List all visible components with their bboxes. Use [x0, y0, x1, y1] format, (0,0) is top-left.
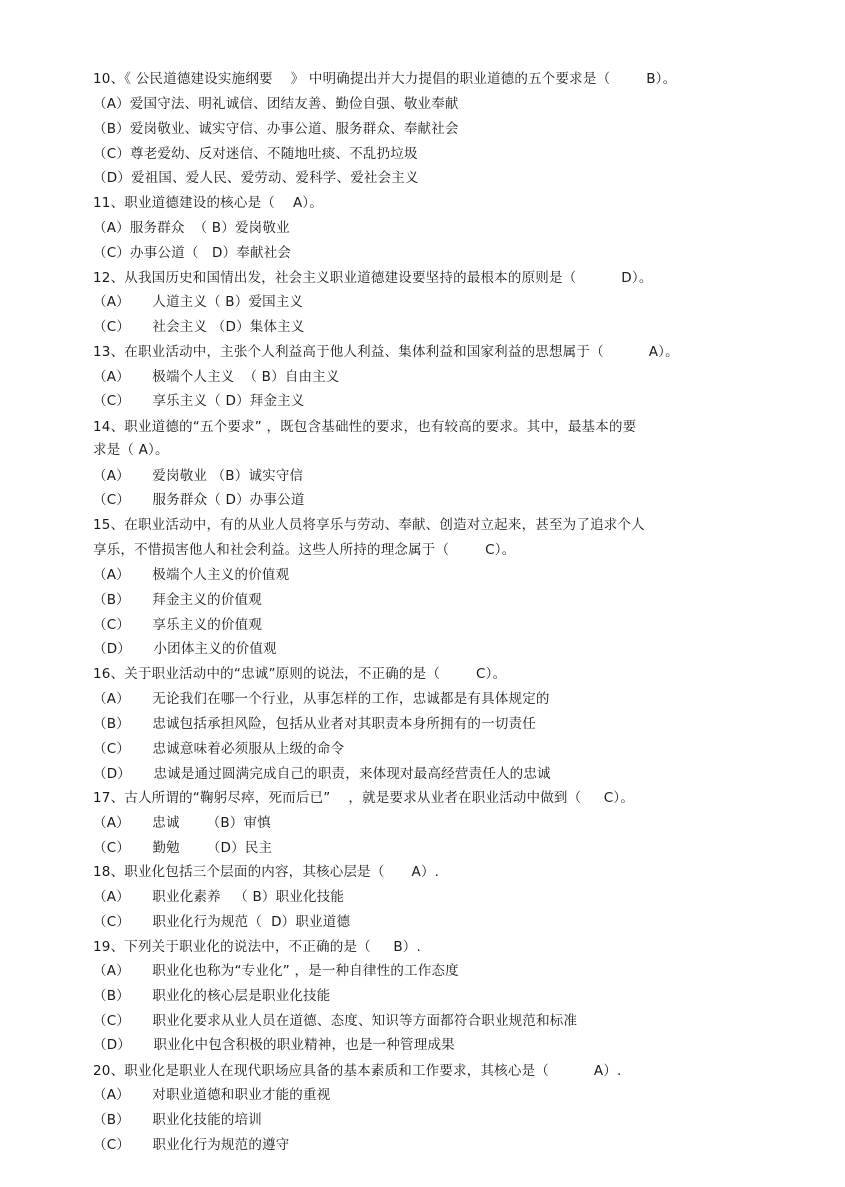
- text-line: 19、下列关于职业化的说法中，不正确的是（ B）.: [93, 939, 421, 955]
- text-line: 14、职业道德的“五个要求” ，既包含基础性的要求，也有较高的要求。其中，最基本的要: [93, 419, 637, 435]
- text-line: （D） 职业化中包含积极的职业精神，也是一种管理成果: [93, 1037, 455, 1053]
- text-line: 13、在职业活动中，主张个人利益高于他人利益、集体利益和国家利益的思想属于（ A）。: [93, 344, 679, 360]
- text-line: （D） 小团体主义的价值观: [93, 641, 277, 657]
- text-line: 11、职业道德建设的核心是（ A）。: [93, 195, 324, 211]
- text-line: （A）爱国守法、明礼诚信、团结友善、勤俭自强、敬业奉献: [93, 96, 459, 112]
- text-line: （A） 无论我们在哪一个行业，从事怎样的工作，忠诚都是有具体规定的: [93, 691, 550, 707]
- text-line: （C） 勤勉 （D）民主: [93, 840, 273, 856]
- text-line: （B） 忠诚包括承担风险，包括从业者对其职责本身所拥有的一切责任: [93, 716, 536, 732]
- text-line: 15、在职业活动中，有的从业人员将享乐与劳动、奉献、创造对立起来，甚至为了追求个人: [93, 517, 645, 533]
- text-line: （B） 职业化的核心层是职业化技能: [93, 988, 331, 1004]
- text-line: 17、古人所谓的“鞠躬尽瘁，死而后已” ，就是要求从业者在职业活动中做到（ C）。: [93, 790, 635, 806]
- text-line: （A）服务群众 （ B）爱岗敬业: [93, 220, 290, 236]
- text-line: 18、职业化包括三个层面的内容，其核心层是（ A）.: [93, 864, 440, 880]
- text-line: 10、《 公民道德建设实施纲要 》 中明确提出并大力提倡的职业道德的五个要求是（ B）。: [93, 71, 677, 87]
- text-line: （A） 人道主义（ B）爱国主义: [93, 294, 304, 310]
- text-line: （C） 职业化行为规范的遵守: [93, 1137, 290, 1153]
- text-line: 20、职业化是职业人在现代职场应具备的基本素质和工作要求，其核心是（ A）.: [93, 1063, 622, 1079]
- text-line: （A） 职业化素养 （ B）职业化技能: [93, 889, 345, 905]
- text-line: （C） 职业化行为规范（ D）职业道德: [93, 914, 351, 930]
- text-line: （C） 享乐主义的价值观: [93, 617, 263, 633]
- text-line: （B）爱岗敬业、诚实守信、办事公道、服务群众、奉献社会: [93, 121, 459, 137]
- text-line: （C） 社会主义 （D）集体主义: [93, 319, 305, 335]
- text-line: （A） 忠诚 （B）审慎: [93, 815, 271, 831]
- text-line: （C）尊老爱幼、反对迷信、不随地吐痰、不乱扔垃圾: [93, 146, 418, 162]
- text-line: （C） 职业化要求从业人员在道德、态度、知识等方面都符合职业规范和标准: [93, 1013, 578, 1029]
- text-line: （A） 极端个人主义的价值观: [93, 567, 290, 583]
- text-line: （D）爱祖国、爱人民、爱劳动、爱科学、爱社会主义: [93, 170, 419, 186]
- text-line: 16、关于职业活动中的“忠诚”原则的说法，不正确的是（ C）。: [93, 666, 507, 682]
- text-line: （C） 忠诚意味着必须服从上级的命令: [93, 741, 345, 757]
- text-line: （D） 忠诚是通过圆满完成自己的职责，来体现对最高经营责任人的忠诚: [93, 766, 551, 782]
- text-line: （A） 极端个人主义 （ B）自由主义: [93, 369, 340, 385]
- text-line: 12、从我国历史和国情出发，社会主义职业道德建设要坚持的最根本的原则是（ D）。: [93, 270, 653, 286]
- text-line: 求是（ A）。: [93, 442, 169, 458]
- text-line: （C） 服务群众（ D）办事公道: [93, 492, 305, 508]
- text-line: （A） 爱岗敬业 （B）诚实守信: [93, 468, 304, 484]
- text-line: （C） 享乐主义（ D）拜金主义: [93, 393, 305, 409]
- text-line: 享乐，不惜损害他人和社会利益。这些人所持的理念属于（ C）。: [93, 542, 516, 558]
- text-line: （C）办事公道（ D）奉献社会: [93, 245, 292, 261]
- text-line: （B） 拜金主义的价值观: [93, 592, 262, 608]
- text-line: （B） 职业化技能的培训: [93, 1112, 262, 1128]
- text-line: （A） 对职业道德和职业才能的重视: [93, 1087, 331, 1103]
- text-line: （A） 职业化也称为“专业化” ，是一种自律性的工作态度: [93, 963, 459, 979]
